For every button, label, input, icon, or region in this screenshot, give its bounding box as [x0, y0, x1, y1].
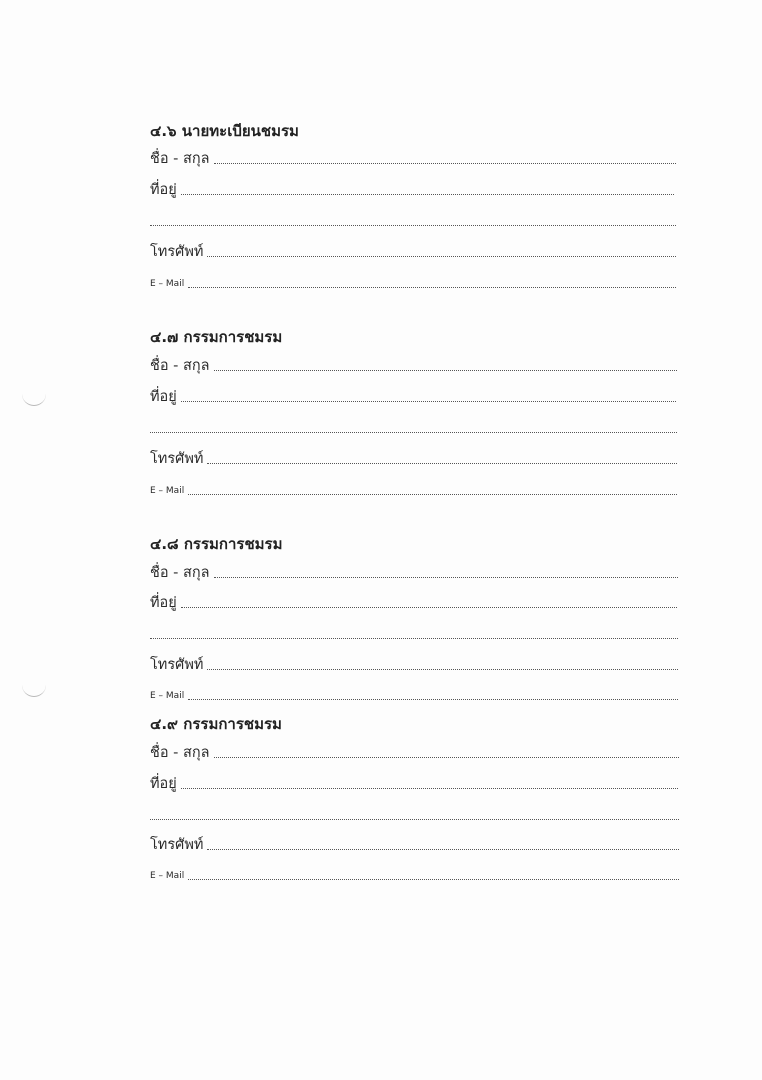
email-label: E – Mail: [150, 691, 185, 701]
address-blank-line-2[interactable]: [150, 432, 677, 433]
phone-blank-line[interactable]: [207, 669, 678, 670]
email-row: [150, 686, 678, 704]
section-heading: ๔.๙ กรรมการชมรม: [150, 715, 282, 733]
email-row: [150, 481, 677, 499]
email-blank-line[interactable]: [188, 879, 679, 880]
address-continuation-row: [150, 212, 676, 230]
address-label: ที่อยู่: [150, 595, 177, 611]
punch-hole-mark: [22, 393, 46, 406]
address-blank-line[interactable]: [181, 788, 678, 789]
address-blank-line-2[interactable]: [150, 638, 678, 639]
name-blank-line[interactable]: [214, 370, 677, 371]
address-blank-line-2[interactable]: [150, 819, 679, 820]
name-blank-line[interactable]: [214, 757, 679, 758]
address-blank-line[interactable]: [181, 401, 676, 402]
email-blank-line[interactable]: [188, 494, 677, 495]
address-row: [150, 181, 674, 199]
phone-label: โทรศัพท์: [150, 657, 204, 673]
name-label: ชื่อ - สกุล: [150, 565, 210, 581]
address-continuation-row: [150, 625, 678, 643]
address-continuation-row: [150, 806, 679, 824]
section-heading: ๔.๘ กรรมการชมรม: [150, 535, 283, 553]
section-heading: ๔.๖ นายทะเบียนชมรม: [150, 122, 299, 140]
phone-row: [150, 243, 676, 261]
address-row: [150, 594, 677, 612]
phone-blank-line[interactable]: [207, 849, 679, 850]
phone-label: โทรศัพท์: [150, 837, 204, 853]
phone-label: โทรศัพท์: [150, 451, 204, 467]
phone-row: [150, 836, 679, 854]
email-row: [150, 274, 676, 292]
email-label: E – Mail: [150, 486, 185, 496]
address-label: ที่อยู่: [150, 776, 177, 792]
email-blank-line[interactable]: [188, 287, 676, 288]
punch-hole-mark: [22, 684, 46, 697]
phone-blank-line[interactable]: [207, 256, 676, 257]
email-label: E – Mail: [150, 871, 185, 881]
name-blank-line[interactable]: [214, 577, 678, 578]
phone-row: [150, 656, 678, 674]
address-label: ที่อยู่: [150, 389, 177, 405]
address-blank-line[interactable]: [181, 607, 677, 608]
email-row: [150, 866, 679, 884]
email-blank-line[interactable]: [188, 699, 678, 700]
phone-row: [150, 450, 677, 468]
section-heading: ๔.๗ กรรมการชมรม: [150, 328, 283, 346]
phone-blank-line[interactable]: [207, 463, 677, 464]
name-row: [150, 564, 678, 582]
name-label: ชื่อ - สกุล: [150, 745, 210, 761]
address-blank-line-2[interactable]: [150, 225, 676, 226]
address-blank-line[interactable]: [181, 194, 674, 195]
address-continuation-row: [150, 419, 677, 437]
address-row: [150, 775, 678, 793]
name-row: [150, 357, 677, 375]
name-label: ชื่อ - สกุล: [150, 358, 210, 374]
phone-label: โทรศัพท์: [150, 244, 204, 260]
name-row: [150, 744, 679, 762]
name-row: [150, 150, 676, 168]
address-label: ที่อยู่: [150, 182, 177, 198]
name-label: ชื่อ - สกุล: [150, 151, 210, 167]
name-blank-line[interactable]: [214, 163, 676, 164]
address-row: [150, 388, 676, 406]
email-label: E – Mail: [150, 279, 185, 289]
